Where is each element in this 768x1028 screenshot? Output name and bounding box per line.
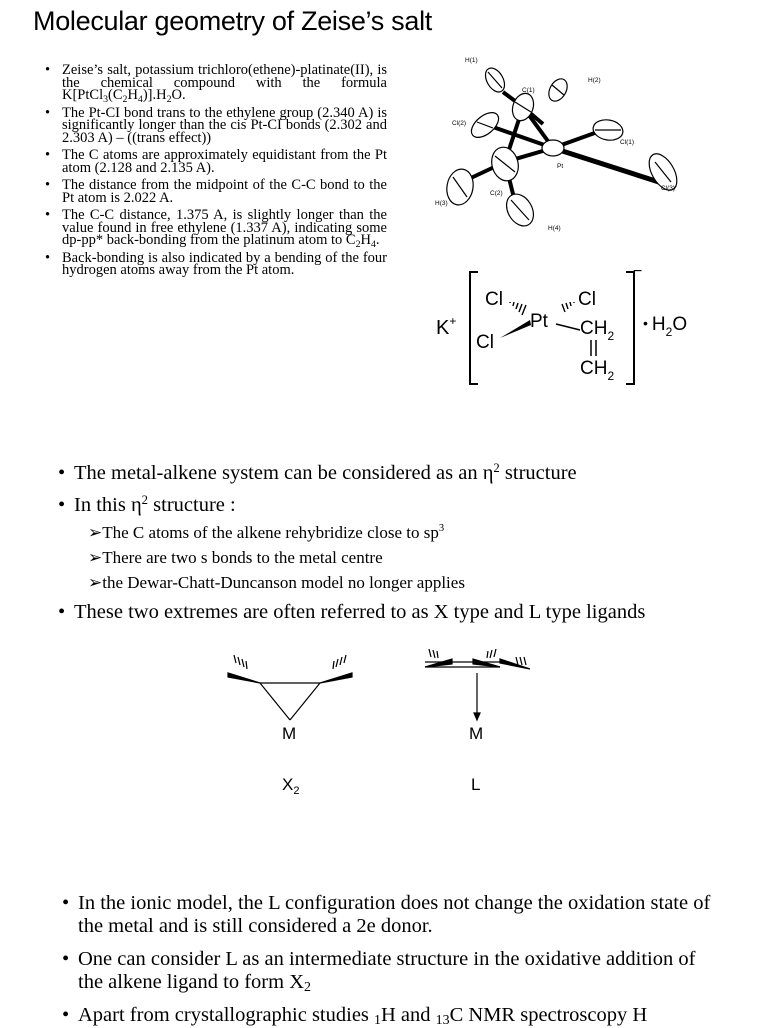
- metal-label-x2: M: [282, 724, 297, 743]
- ortep-label-h1: H(1): [465, 57, 478, 64]
- anion-charge: −: [633, 263, 643, 280]
- x2-l-binding-diagram: [220, 645, 540, 800]
- x2-label: $X_2$: [282, 775, 300, 797]
- ch2-bottom: $CH_2$: [580, 358, 615, 383]
- bullet-equidistant: • The C atoms are approximately equidistant from the Pt atom (2.128 and 2.135 A).: [45, 149, 387, 174]
- bullet-cc-distance: • The C-C distance, 1.375 A, is slightly longer than the value found in free ethylene (1.337 A), indicating some dp-pp* back-bonding from the platinum atom to $C_2H_4$.: [45, 209, 387, 247]
- ortep-label-cl1: Cl(1): [620, 139, 635, 146]
- metal-label-l: M: [469, 724, 484, 743]
- page-title: Molecular geometry of Zeise’s salt: [33, 6, 432, 36]
- bullet-trans-bond: • The Pt-CI bond trans to the ethylene group (2.340 A) is significantly longer than the cis Pt-CI bonds (2.302 and 2.303 A) – ((trans effect)): [45, 107, 387, 145]
- bullet-ionic-model: • In the ionic model, the L configuration does not change the oxidation state of the metal and is still considered a 2e donor.: [62, 892, 711, 937]
- bullet-formula: • Zeise’s salt, potassium trichloro(ethene)-platinate(II), is the chemical compound with the formula $K[PtCl_3(C_2H_4)].H_2O$.: [45, 64, 387, 102]
- ch2-top: $CH_2$: [580, 318, 615, 343]
- ortep-structure-diagram: [425, 52, 690, 237]
- subbullet-two-bonds: ➢There are two s bonds to the metal centre: [88, 548, 383, 567]
- subbullet-dcd-model: ➢the Dewar-Chatt-Duncanson model no longer applies: [88, 573, 465, 592]
- ortep-label-cl3: Cl(3): [661, 185, 676, 192]
- chloride-bottom-left: Cl: [476, 332, 494, 353]
- potassium-label: K+: [436, 314, 457, 339]
- chloride-top-right: Cl: [578, 289, 596, 310]
- bullet-eta2-structure: • In this $\eta^2$ structure :: [58, 493, 236, 516]
- top-bullet-list: [45, 64, 387, 282]
- bullet-midpoint: • The distance from the midpoint of the C-C bond to the Pt atom is 2.022 A.: [45, 179, 387, 204]
- ortep-label-c2: C(2): [490, 190, 503, 197]
- bullet-back-bonding: • Back-bonding is also indicated by a bending of the four hydrogen atoms away from the Pt atom.: [45, 252, 387, 277]
- ortep-label-h4: H(4): [548, 225, 561, 232]
- ortep-label-h2: H(2): [588, 77, 601, 84]
- water-of-crystallization: • $H_2O$: [643, 314, 688, 339]
- bullet-x-l-types: • These two extremes are often referred to as X type and L type ligands: [58, 601, 646, 623]
- ortep-label-h3: H(3): [435, 200, 448, 207]
- ortep-label-pt: Pt: [557, 163, 564, 170]
- bullet-eta2-system: • The metal-alkene system can be considered as an $\eta^2$ structure: [58, 461, 577, 484]
- subbullet-rehybridize: ➢The C atoms of the alkene rehybridize close to $sp^3$: [88, 523, 445, 542]
- platinum-label: Pt: [530, 311, 548, 332]
- bullet-intermediate: • One can consider L as an intermediate structure in the oxidative addition of the alkene ligand to form $X_2$: [62, 948, 696, 995]
- bullet-nmr: • Apart from crystallographic studies $_1$H and $_{13}$C NMR spectroscopy H: [62, 1004, 648, 1028]
- ortep-label-cl2: Cl(2): [452, 120, 467, 127]
- zeise-structural-formula: [430, 262, 710, 392]
- l-label: L: [471, 775, 481, 794]
- ortep-label-c1: C(1): [522, 87, 535, 94]
- chloride-top-left: Cl: [485, 289, 503, 310]
